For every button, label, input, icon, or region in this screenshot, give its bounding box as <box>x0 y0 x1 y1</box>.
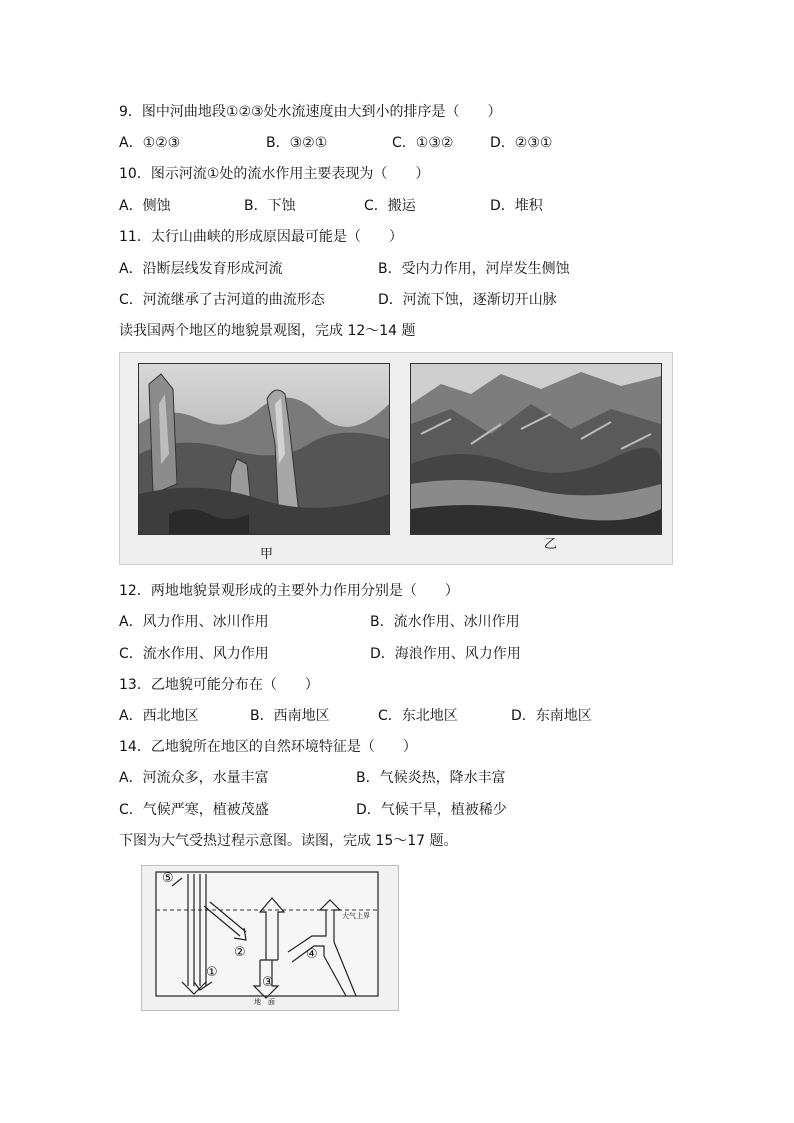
photo-jia-karst-peaks <box>138 363 390 535</box>
photo-yi-danxia-landform <box>410 363 662 535</box>
reading-intro-15-17: 下图为大气受热过程示意图。读图，完成 15～17 题。 <box>119 833 458 849</box>
diagram-label-2: ② <box>234 945 246 960</box>
diagram-label-5: ⑤ <box>162 871 174 886</box>
question-9-stem: 9．图中河曲地段①②③处水流速度由大到小的排序是（ ） <box>119 104 502 120</box>
q13-option-a: A．西北地区 <box>119 708 199 724</box>
q14-option-c: C．气候严寒，植被茂盛 <box>119 802 269 818</box>
q12-option-a: A．风力作用、冰川作用 <box>119 614 269 630</box>
q13-option-b: B．西南地区 <box>250 708 330 724</box>
q14-option-b: B．气候炎热，降水丰富 <box>356 770 506 786</box>
question-11-stem: 11．太行山曲峡的形成原因最可能是（ ） <box>119 229 403 245</box>
diagram-label-ground: 地 面 <box>254 998 275 1006</box>
q10-option-c: C．搬运 <box>364 198 416 214</box>
diagram-label-3: ③ <box>262 975 274 990</box>
q10-option-d: D．堆积 <box>490 198 543 214</box>
q10-option-a: A．侧蚀 <box>119 198 171 214</box>
diagram-label-4: ④ <box>306 947 318 962</box>
question-13-stem: 13．乙地貌可能分布在（ ） <box>119 677 319 693</box>
diagram-label-1: ① <box>206 965 218 980</box>
question-12-stem: 12．两地地貌景观形成的主要外力作用分别是（ ） <box>119 583 459 599</box>
q10-option-b: B．下蚀 <box>244 198 296 214</box>
question-14-stem: 14．乙地貌所在地区的自然环境特征是（ ） <box>119 739 417 755</box>
q9-option-d: D．②③① <box>490 135 553 151</box>
q11-option-b: B．受内力作用，河岸发生侧蚀 <box>378 261 570 277</box>
q11-option-c: C．河流继承了古河道的曲流形态 <box>119 292 325 308</box>
q13-option-c: C．东北地区 <box>378 708 458 724</box>
q14-option-a: A．河流众多，水量丰富 <box>119 770 269 786</box>
q12-option-d: D．海浪作用、风力作用 <box>370 646 521 662</box>
q12-option-c: C．流水作用、风力作用 <box>119 646 269 662</box>
reading-intro-12-14: 读我国两个地区的地貌景观图，完成 12～14 题 <box>119 323 416 339</box>
q11-option-d: D．河流下蚀，逐渐切开山脉 <box>378 292 557 308</box>
q14-option-d: D．气候干旱，植被稀少 <box>356 802 507 818</box>
q11-option-a: A．沿断层线发育形成河流 <box>119 261 283 277</box>
photo-label-jia: 甲 <box>260 547 274 562</box>
q12-option-b: B．流水作用、冰川作用 <box>370 614 520 630</box>
landform-photo-figure <box>119 352 673 565</box>
q9-option-c: C．①③② <box>392 135 454 151</box>
question-10-stem: 10．图示河流①处的流水作用主要表现为（ ） <box>119 166 430 182</box>
atmospheric-heating-diagram <box>141 865 399 1011</box>
photo-label-yi: 乙 <box>544 537 558 552</box>
q9-option-a: A．①②③ <box>119 135 181 151</box>
q13-option-d: D．东南地区 <box>511 708 592 724</box>
diagram-label-top-of-atmosphere: 大气上界 <box>342 912 370 920</box>
q9-option-b: B．③②① <box>266 135 328 151</box>
